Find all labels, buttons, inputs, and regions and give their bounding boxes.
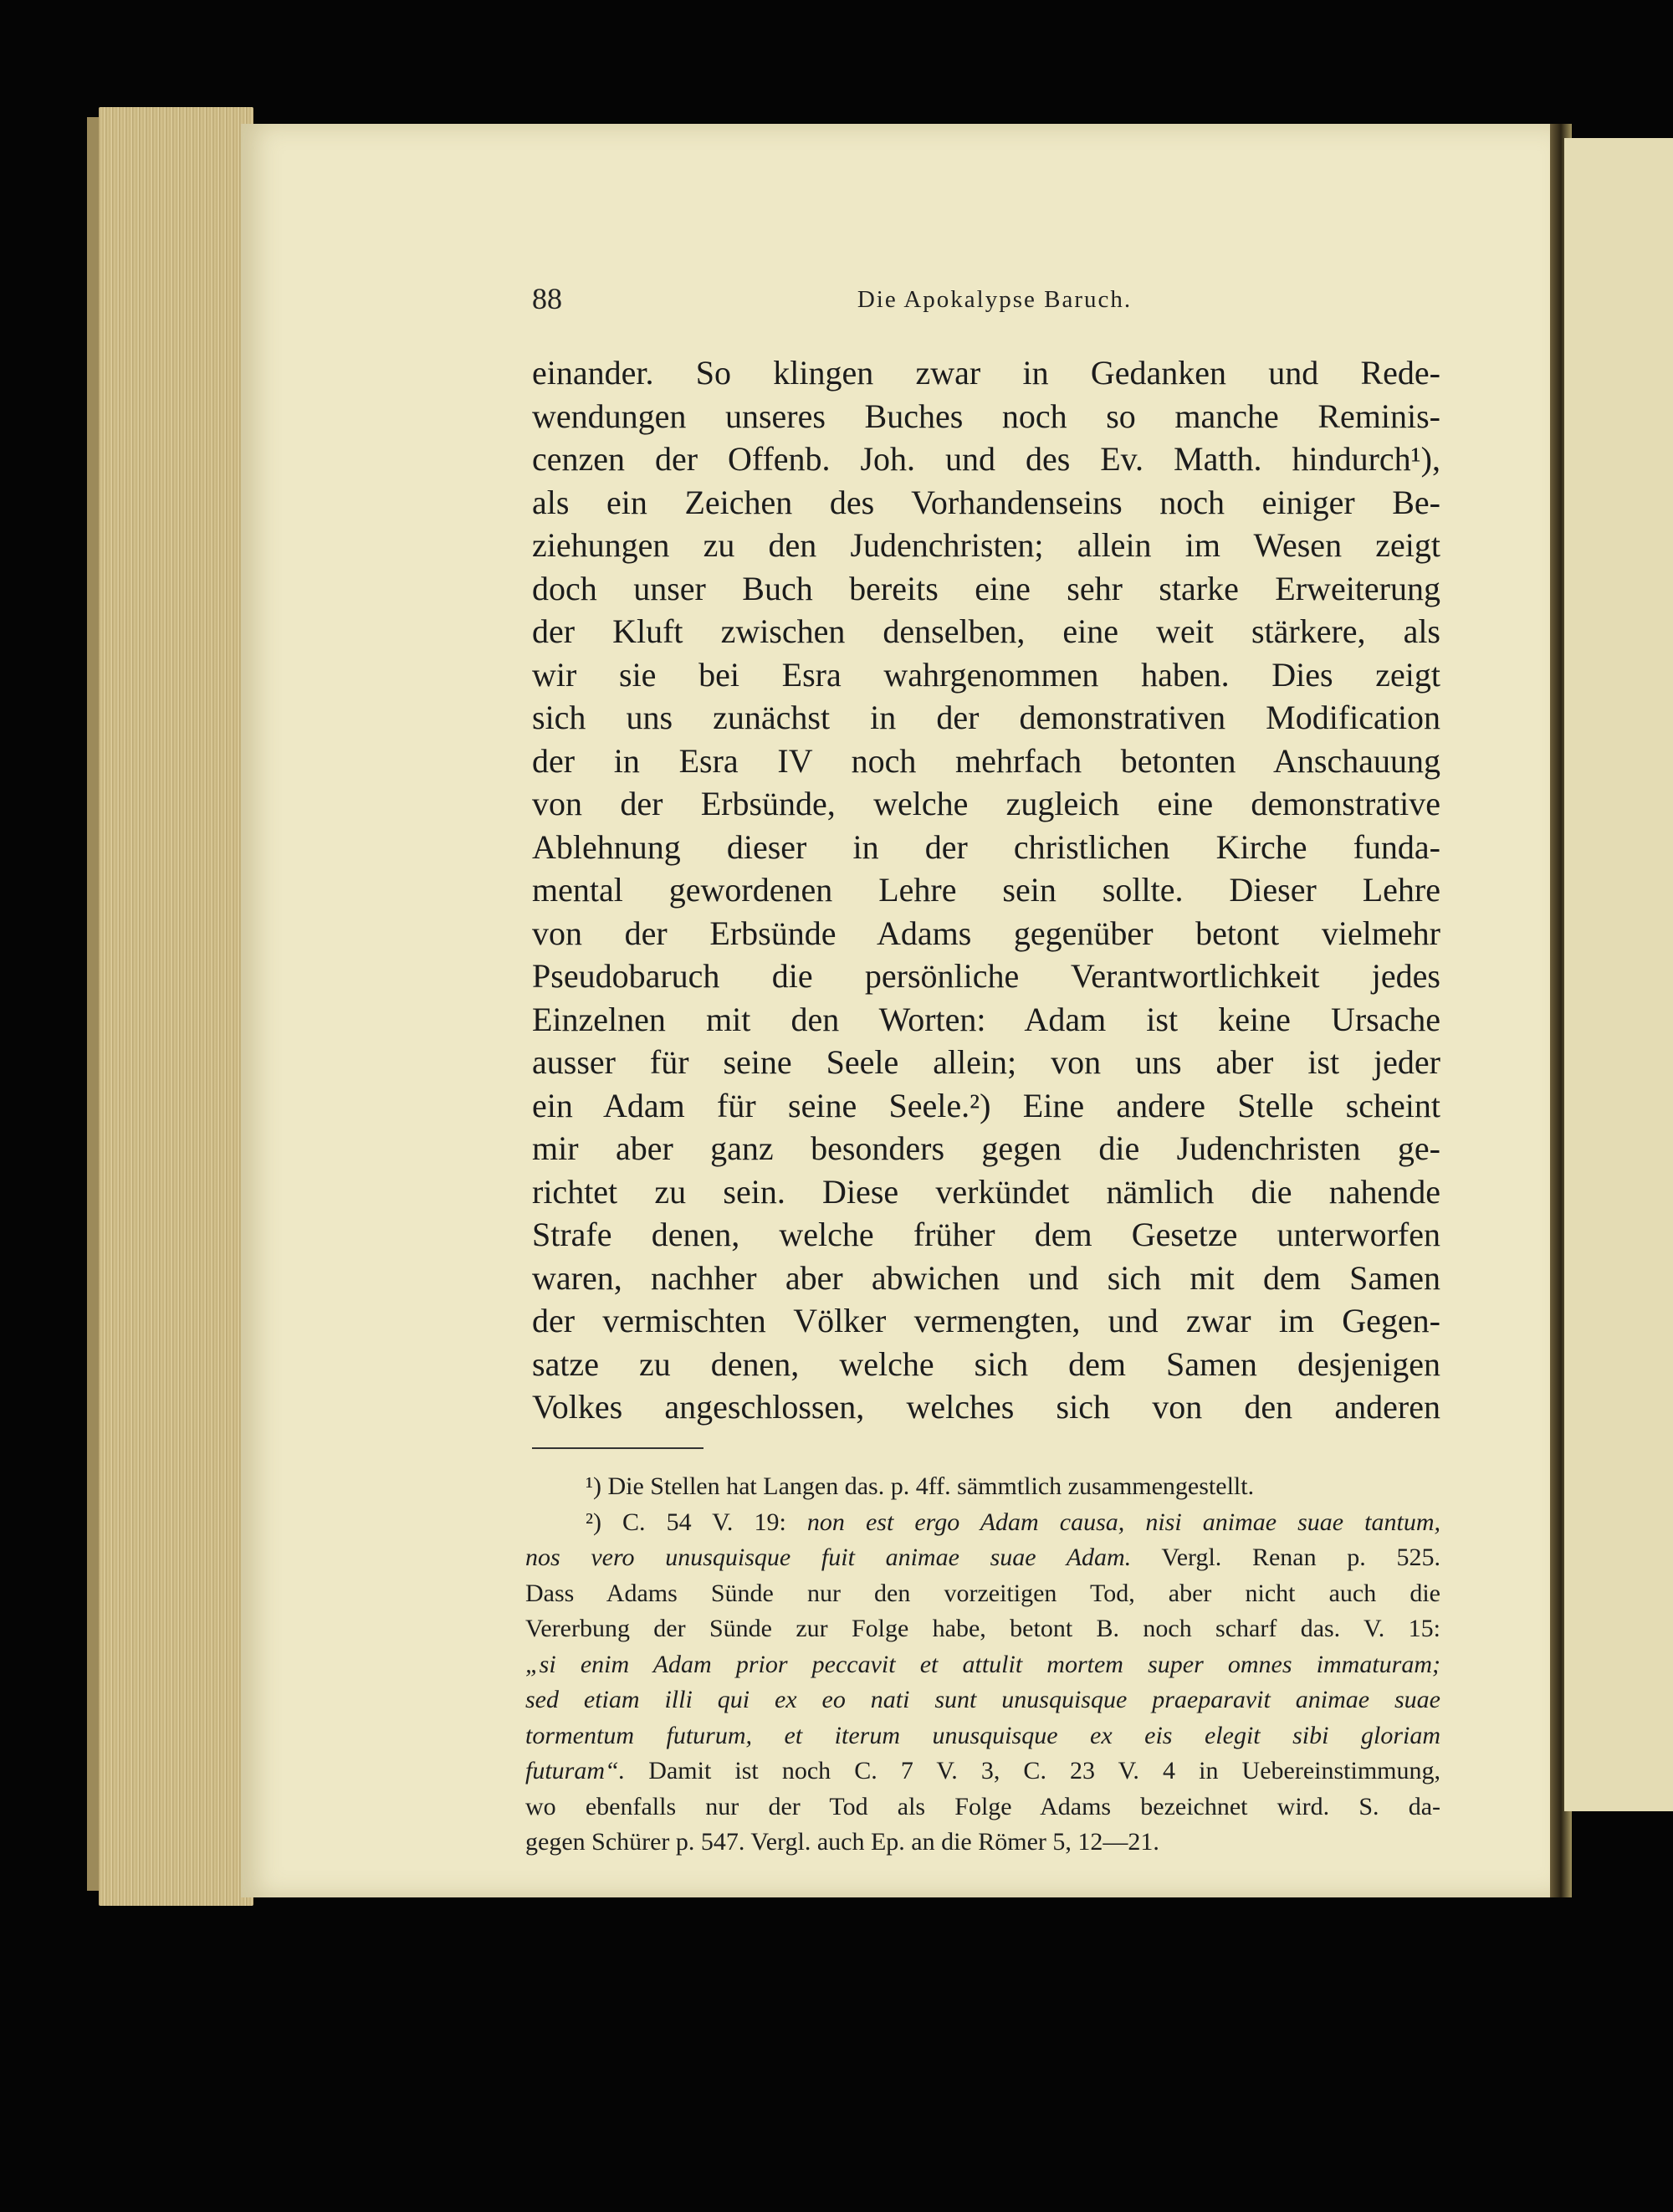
footnote-2-line <box>525 1754 1440 1790</box>
body-line: von der Erbsünde, welche zugleich eine demonstrative <box>532 785 1440 822</box>
body-line: Strafe denen, welche früher dem Gesetze unterworfen <box>532 1216 1440 1253</box>
footnote-2-line: Dass Adams Sünde nur den vorzeitigen Tod, aber nicht auch die <box>525 1579 1440 1607</box>
footnote-text: Vergl. Renan p. 525. <box>1131 1544 1440 1571</box>
footnote-2-line <box>525 1505 1440 1541</box>
page-edges <box>99 107 253 1906</box>
footnote-1: ¹) Die Stellen hat Langen das. p. 4ff. sämmtlich zusammengestellt. <box>586 1472 1255 1500</box>
body-line: wir sie bei Esra wahrgenommen haben. Dies zeigt <box>532 655 1440 694</box>
footnote-2-line: Vererbung der Sünde zur Folge habe, betont B. noch scharf das. V. 15: <box>525 1615 1440 1642</box>
page-number: 88 <box>532 282 562 315</box>
body-line: der vermischten Völker vermengten, und zwar im Gegen- <box>532 1302 1440 1339</box>
footnote-2-line <box>525 1540 1440 1576</box>
latin-quote: sed etiam illi qui ex eo nati sunt unusquisque praeparavit animae suae <box>525 1686 1440 1713</box>
body-line: richtet zu sein. Diese verkündet nämlich die nahende <box>532 1172 1440 1211</box>
body-line: mir aber ganz besonders gegen die Judenchristen ge- <box>532 1129 1440 1167</box>
body-line: von der Erbsünde Adams gegenüber betont vielmehr <box>532 914 1440 952</box>
body-line: ein Adam für seine Seele.²) Eine andere Stelle scheint <box>532 1086 1440 1124</box>
body-line: einander. So klingen zwar in Gedanken und Rede- <box>532 354 1440 392</box>
body-line: wendungen unseres Buches noch so manche Reminis- <box>532 397 1440 435</box>
body-line: sich uns zunächst in der demonstrativen Modification <box>532 699 1440 736</box>
body-line: satze zu denen, welche sich dem Samen desjenigen <box>532 1344 1440 1383</box>
footnote-text: Damit ist noch C. 7 V. 3, C. 23 V. 4 in Uebereinstimmung, <box>625 1757 1440 1784</box>
body-line: waren, nachher aber abwichen und sich mit dem Samen <box>532 1258 1440 1297</box>
body-line: ziehungen zu den Judenchristen; allein im Wesen zeigt <box>532 526 1440 564</box>
body-line: als ein Zeichen des Vorhandenseins noch einiger Be- <box>532 483 1440 521</box>
body-line: mental gewordenen Lehre sein sollte. Dieser Lehre <box>532 871 1440 909</box>
body-line: Pseudobaruch die persönliche Verantwortlichkeit jedes <box>532 957 1440 995</box>
footnotes <box>525 1469 1440 1861</box>
footnote-2-ref: ²) C. 54 V. 19: <box>586 1508 807 1536</box>
facing-page <box>1564 138 1673 1811</box>
body-line: Volkes angeschlossen, welches sich von den anderen <box>532 1388 1440 1426</box>
body-line: der Kluft zwischen denselben, eine weit stärkere, als <box>532 612 1440 650</box>
body-line: ausser für seine Seele allein; von uns aber ist jeder <box>532 1043 1440 1081</box>
latin-quote: futuram“. <box>525 1757 626 1784</box>
latin-quote: tormentum futurum, et iterum unusquisque ex eis elegit sibi gloriam <box>525 1721 1440 1749</box>
body-line: cenzen der Offenb. Joh. und des Ev. Matth. hindurch¹), <box>532 440 1440 478</box>
latin-quote: nos vero unusquisque fuit animae suae Adam. <box>525 1544 1132 1571</box>
footnote-rule <box>532 1447 703 1449</box>
latin-quote: „si enim Adam prior peccavit et attulit mortem super omnes immaturam; <box>525 1650 1440 1678</box>
body-line: doch unser Buch bereits eine sehr starke Erweiterung <box>532 569 1440 607</box>
body-line: Einzelnen mit den Worten: Adam ist keine Ursache <box>532 1000 1440 1038</box>
body-text <box>532 351 1440 1429</box>
latin-quote: non est ergo Adam causa, nisi animae suae tantum, <box>806 1508 1440 1536</box>
footnote-2-line: wo ebenfalls nur der Tod als Folge Adams bezeichnet wird. S. da- <box>525 1792 1440 1820</box>
body-line: der in Esra IV noch mehrfach betonten Anschauung <box>532 741 1440 780</box>
running-title: Die Apokalypse Baruch. <box>857 286 1133 313</box>
footnote-2-line: gegen Schürer p. 547. Vergl. auch Ep. an die Römer 5, 12—21. <box>525 1828 1159 1856</box>
body-line: Ablehnung dieser in der christlichen Kirche funda- <box>532 827 1440 866</box>
running-head <box>532 281 1440 330</box>
